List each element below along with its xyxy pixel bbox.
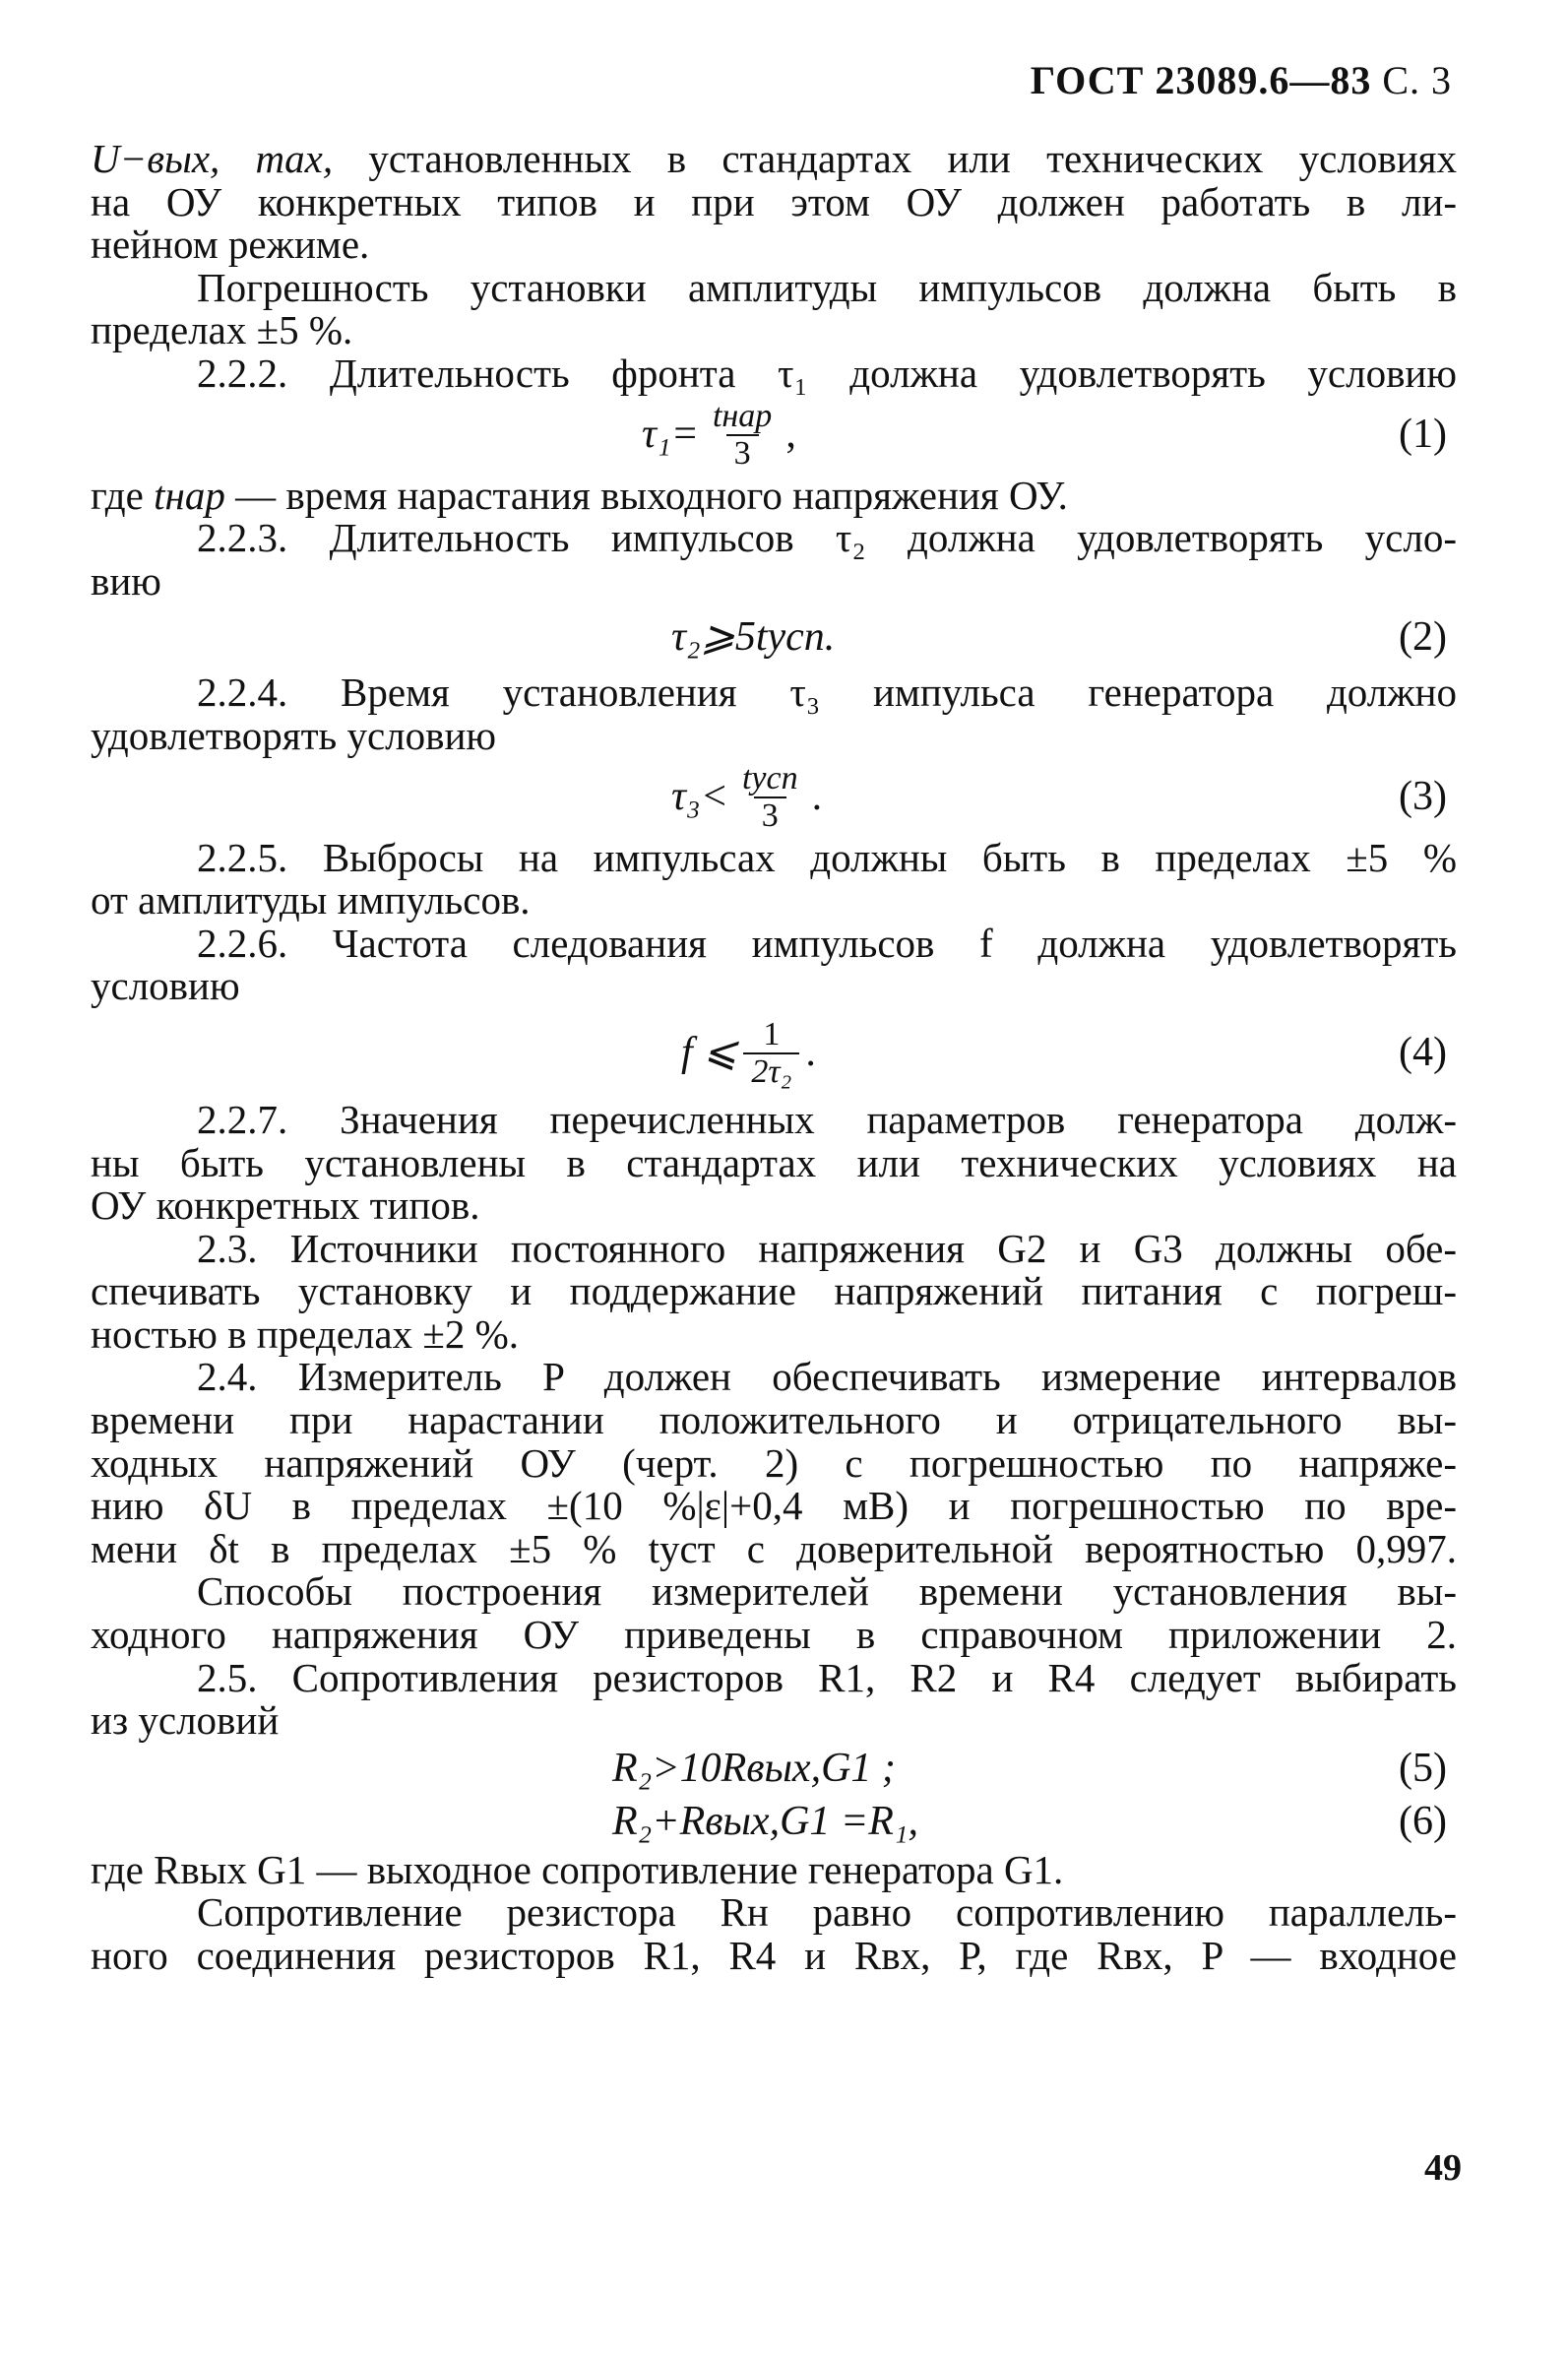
text-line: ходного напряжения ОУ приведены в справочном приложении 2. xyxy=(91,1612,1457,1658)
gost-label: ГОСТ xyxy=(1030,58,1145,102)
formula-number: (4) xyxy=(1399,1030,1447,1076)
text-line: Сопротивление резистора Rн равно сопротивлению параллель- xyxy=(197,1889,1457,1936)
gost-number: 23089.6—83 xyxy=(1155,58,1372,102)
text-line: ностью в пределах ±2 %. xyxy=(91,1310,519,1357)
text-line: условию xyxy=(91,963,240,1009)
text-line: 2.2.2. Длительность фронта τ₁ должна удовлетворять условию xyxy=(197,350,1457,396)
text-line: U−вых, max, установленных в стандартах или технических условиях xyxy=(91,136,1457,181)
formula-2: τ₂⩾5tусп. (2) xyxy=(91,603,1457,671)
text-line: Способы построения измерителей времени установления вы- xyxy=(197,1568,1457,1615)
text-line: где tнар — время нарастания выходного напряжения ОУ. xyxy=(91,472,1068,518)
formula-number: (5) xyxy=(1399,1746,1447,1792)
formula-term: U−вых, max, xyxy=(91,136,334,181)
formula-4: f ⩽ $\frac{1}{\text{2τ₂}}$ . (4) xyxy=(91,1008,1457,1099)
text-line: от амплитуды импульсов. xyxy=(91,877,531,924)
formula-3: τ₃< $\frac{\text{tусп}}{3}$ . (3) xyxy=(91,758,1457,837)
text-line: времени при нарастании положительного и отрицательного вы- xyxy=(91,1397,1457,1443)
text-line: удовлетворять условию xyxy=(91,712,497,758)
body-text xyxy=(91,138,1457,1978)
text-line: 2.2.6. Частота следования импульсов f должна удовлетворять xyxy=(197,920,1457,966)
text-line: 2.2.5. Выбросы на импульсах должны быть в пределах ±5 % xyxy=(197,834,1457,880)
text-line: вию xyxy=(91,557,161,604)
formula-number: (6) xyxy=(1399,1799,1447,1845)
formula-number: (2) xyxy=(1399,613,1447,660)
text-line: Погрешность установки амплитуды импульсов должна быть в xyxy=(197,264,1457,310)
text-line: на ОУ конкретных типов и при этом ОУ должен работать в ли- xyxy=(91,178,1457,224)
text-line: 2.3. Источники постоянного напряжения G2 и G3 должны обе- xyxy=(197,1225,1457,1271)
text-line: мени δt в пределах ±5 % tуст с доверительной вероятностью 0,997. xyxy=(91,1525,1457,1571)
formula-6: R₂+Rвых,G1 =R₁, (6) xyxy=(91,1796,1457,1849)
text-line: ходных напряжений ОУ (черт. 2) с погрешностью по напряже- xyxy=(91,1439,1457,1486)
text-line: 2.5. Сопротивления резисторов R1, R2 и R4 следует выбирать xyxy=(197,1654,1457,1700)
text-line: спечивать установку и поддержание напряжений питания с погреш- xyxy=(91,1268,1457,1314)
text-line: ОУ конкретных типов. xyxy=(91,1182,480,1229)
formula-number: (1) xyxy=(1399,411,1447,457)
text-line: 2.2.7. Значения перечисленных параметров генератора долж- xyxy=(197,1096,1457,1142)
text-line: 2.4. Измеритель P должен обеспечивать измерение интервалов xyxy=(197,1354,1457,1400)
text-line: нию δU в пределах ±(10 %|ε|+0,4 мВ) и погрешностью по вре- xyxy=(91,1483,1457,1529)
text-line: нейном режиме. xyxy=(91,222,370,268)
formula-number: (3) xyxy=(1399,773,1447,819)
text-line: ного соединения резисторов R1, R4 и Rвх, P, где Rвх, P — входное xyxy=(91,1933,1457,1978)
page-number: 49 xyxy=(1424,2147,1462,2189)
text-line: 2.2.3. Длительность импульсов τ₂ должна удовлетворять усло- xyxy=(197,515,1457,561)
text-line: пределах ±5 %. xyxy=(91,307,353,353)
text-line: где Rвых G1 — выходное сопротивление генератора G1. xyxy=(91,1846,1064,1892)
formula-1: τ₁= $\frac{\text{tнар}}{3}$ , (1) xyxy=(91,396,1457,475)
formula-5: R₂>10Rвых,G1 ; (5) xyxy=(91,1743,1457,1796)
page-header xyxy=(1031,57,1452,103)
text-line: 2.2.4. Время установления τ₃ импульса генератора должно xyxy=(197,669,1457,716)
text-line: из условий xyxy=(91,1697,280,1744)
page-ref: С. 3 xyxy=(1382,58,1452,102)
text-line: ны быть установлены в стандартах или технических условиях на xyxy=(91,1139,1457,1185)
